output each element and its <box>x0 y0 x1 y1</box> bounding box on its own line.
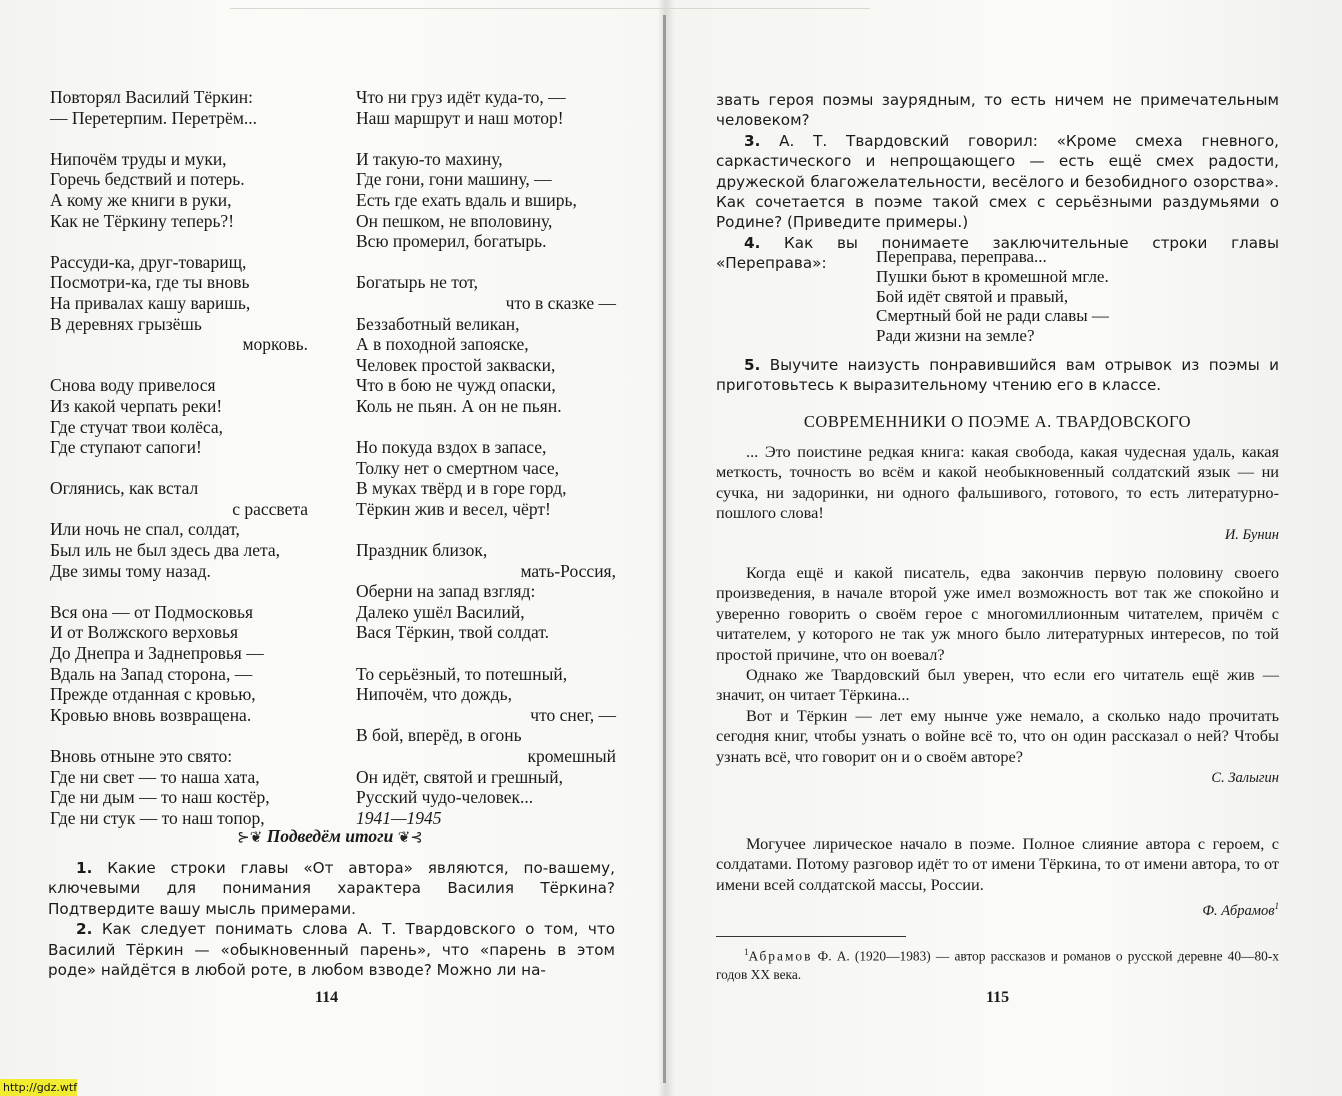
poem-line: Оглянись, как встал <box>50 478 199 499</box>
footnote-name: Абрамов <box>748 948 813 964</box>
poem-line: Праздник близок, <box>356 540 488 561</box>
poem-line: Был иль не был здесь два лета, <box>50 540 281 561</box>
poem-line: Всю промерил, богатырь. <box>356 231 547 252</box>
poem-column-2 <box>356 87 616 828</box>
heading-text: Подведём итоги <box>266 826 394 846</box>
poem-line: Он пешком, не вполовину, <box>356 210 553 231</box>
poem-stanza <box>50 149 308 231</box>
poem-line: Где гони, гони машину, — <box>356 169 552 190</box>
section-heading-summary <box>210 826 450 847</box>
poem-line: Где ни свет — то наша хата, <box>50 766 260 787</box>
poem-line: Нипочём, что дождь, <box>356 684 512 705</box>
poem-stanza <box>356 87 616 128</box>
poem-line: что снег, — <box>530 704 616 725</box>
ornament-left-icon: ⊱❦ <box>237 830 263 846</box>
zalygin-quote <box>716 563 1279 789</box>
poem-line: Беззаботный великан, <box>356 313 520 334</box>
poem-line: Но покуда вздох в запасе, <box>356 437 547 458</box>
bunin-text: ... Это поистине редкая книга: какая свобода, какая чудесная удаль, какая меткость, точность во всём и какой необыкновенный солдатский язык — ни сучка, ни задоринки, ни одного фальшивого, готового, то есть литературно-пошлого слова! <box>716 442 1279 523</box>
question-3 <box>716 131 1279 233</box>
poem-line: То серьёзный, то потешный, <box>356 663 568 684</box>
poem-line: Вновь отныне это свято: <box>50 746 233 766</box>
quote-line: Пушки бьют в кромешной мгле. <box>876 266 1109 286</box>
question-5 <box>716 355 1279 396</box>
poem-line: В деревнях грызёшь <box>50 313 202 334</box>
poem-line: В муках твёрд и в горе горд, <box>356 478 567 499</box>
question-number: 1. <box>76 859 93 877</box>
question-2 <box>48 919 615 980</box>
question-text: А. Т. Твардовский говорил: «Кроме смеха гневного, саркастического и непрощающего — есть ещё смех радости, дружеской благожелательности, весёлого и безобидного озорства». Как сочетается в поэме такой смех с серьёзными раздумьями о Родине? (Приведите примеры.) <box>716 131 1279 232</box>
poem-line: В бой, вперёд, в огонь <box>356 725 522 746</box>
question-number: 4. <box>744 233 761 252</box>
poem-line: На привалах кашу варишь, <box>50 292 251 313</box>
book-spine <box>663 15 666 1083</box>
footnote-ref: 1 <box>1274 901 1279 912</box>
poem-line: 1941—1945 <box>356 807 442 828</box>
poem-line: Что ни груз идёт куда-то, — <box>356 87 566 107</box>
question-number: 3. <box>744 131 761 150</box>
poem-line: А кому же книги в руки, <box>50 189 232 210</box>
poem-line: Горечь бедствий и потерь. <box>50 169 245 190</box>
abramov-author-name: Ф. Абрамов <box>1202 903 1275 920</box>
footnote-text <box>716 943 1279 984</box>
poem-line: Оберни на запад взгляд: <box>356 581 536 602</box>
poem-line: Где стучат твои колёса, <box>50 416 223 437</box>
poem-line: что в сказке — <box>505 292 616 313</box>
poem-line: Снова воду привелося <box>50 375 216 396</box>
poem-line: Тёркин жив и весел, чёрт! <box>356 498 551 519</box>
ornament-right-icon: ❦⊰ <box>397 830 423 846</box>
poem-line: Из какой черпать реки! <box>50 395 223 416</box>
footnote-body: Ф. А. (1920—1983) — автор рассказов и романов о русской деревне 40—80-х годов XX века. <box>716 948 1279 983</box>
question-1 <box>48 858 615 919</box>
zalygin-paragraph-2: Однако же Твардовский был уверен, что если его читатель ещё жив — значит, он читает Тёркина... <box>716 665 1279 705</box>
poem-line: Прежде отданная с кровью, <box>50 684 256 705</box>
footnote-mark: 1 <box>744 947 749 957</box>
abramov-quote <box>716 834 1279 922</box>
questions-left <box>48 858 615 980</box>
crossing-quote <box>876 247 1109 346</box>
poem-line: И такую-то махину, <box>356 148 503 169</box>
poem-stanza <box>50 375 308 457</box>
poem-line: Или ночь не спал, солдат, <box>50 519 240 540</box>
poem-line: Где ступают сапоги! <box>50 437 202 458</box>
poem-line: До Днепра и Заднепровья — <box>50 643 264 664</box>
poem-line: Где ни стук — то наш топор, <box>50 807 265 828</box>
quote-line: Бой идёт святой и правый, <box>876 286 1069 306</box>
poem-line: Наш маршрут и наш мотор! <box>356 107 564 128</box>
footnote <box>716 936 1279 984</box>
poem-line: морковь. <box>242 334 308 355</box>
poem-line: кромешный <box>527 746 616 766</box>
poem-line: Толку нет о смертном часе, <box>356 457 559 478</box>
abramov-text: Могучее лирическое начало в поэме. Полное слияние автора с героем, с солдатами. Потому разговор идёт то от имени Тёркина, то от имени автора, то от имени всей солдатской массы, России. <box>716 834 1279 894</box>
quote-line: Ради жизни на земле? <box>876 326 1035 346</box>
poem-stanza <box>356 437 616 519</box>
footnote-rule <box>716 936 906 937</box>
zalygin-author: С. Залыгин <box>1211 770 1279 787</box>
contemporaries-title: СОВРЕМЕННИКИ О ПОЭМЕ А. ТВАРДОВСКОГО <box>803 412 1192 431</box>
top-edge-line <box>230 8 870 9</box>
question-2-continued: звать героя поэмы заурядным, то есть ничем не примечательным человеком? <box>716 91 1279 130</box>
bunin-quote <box>716 442 1279 546</box>
poem-stanza <box>50 602 308 726</box>
zalygin-paragraph-1: Когда ещё и какой писатель, едва закончив первую половину своего произведения, в начале второй уже имел возможность вот так же спокойно и уверенно говорить о своём герое с многомиллионным читателем, причём с читателем, у которого не так уж много было литературных интересов, по той простой причине, что он воевал? <box>716 563 1279 664</box>
poem-stanza <box>356 149 616 252</box>
poem-line: с рассвета <box>232 498 308 519</box>
page-number-left: 114 <box>315 989 339 1006</box>
poem-stanza <box>356 272 616 416</box>
poem-line: И от Волжского верховья <box>50 622 239 643</box>
poem-line: Вся она — от Подмосковья <box>50 601 254 622</box>
question-text: Какие строки главы «От автора» являются, по-вашему, ключевыми для понимания характера Василия Тёркина? Подтвердите вашу мысль примерами. <box>48 859 615 918</box>
poem-stanza <box>50 252 308 355</box>
poem-stanza <box>50 746 308 828</box>
poem-line: — Перетерпим. Перетрём... <box>50 107 258 128</box>
zalygin-paragraph-3: Вот и Тёркин — лет ему нынче уже немало, а сколько надо прочитать сегодня книг, чтобы узнать о войне всё то, что он один рассказал о ней? Чтобы узнать всё, что говорит он и о своём авторе? <box>716 705 1279 766</box>
question-number: 5. <box>744 356 761 374</box>
poem-line: Повторял Василий Тёркин: <box>50 87 254 107</box>
question-number: 2. <box>76 920 93 939</box>
question-text: Выучите наизусть понравившийся вам отрывок из поэмы и приготовьтесь к выразительному чтению его в классе. <box>716 356 1280 395</box>
poem-line: Кровью вновь возвращена. <box>50 704 252 725</box>
poem-line: Далеко ушёл Василий, <box>356 601 525 622</box>
poem-line: Что в бою не чужд опаски, <box>356 375 556 396</box>
poem-stanza <box>50 87 308 128</box>
quote-line: Переправа, переправа... <box>876 247 1047 266</box>
abramov-author <box>716 895 1279 922</box>
poem-stanza <box>50 478 308 581</box>
poem-line: Две зимы тому назад. <box>50 560 211 581</box>
poem-line: Вася Тёркин, твой солдат. <box>356 622 550 643</box>
poem-line: мать-Россия, <box>520 560 616 581</box>
poem-stanza <box>356 540 616 643</box>
poem-line: Как не Тёркину теперь?! <box>50 210 235 231</box>
question-5-block <box>716 355 1279 396</box>
page-number-right: 115 <box>986 989 1010 1006</box>
watermark-link[interactable]: http://gdz.wtf <box>0 1079 77 1096</box>
poem-line: Коль не пьян. А он не пьян. <box>356 395 562 416</box>
poem-line: Вдаль на Запад сторона, — <box>50 663 253 684</box>
question-text: Как вы понимаете заключительные строки главы «Переправа»: <box>716 233 1279 273</box>
quote-line: Смертный бой не ради славы — <box>876 306 1109 326</box>
poem-line: Богатырь не тот, <box>356 272 478 293</box>
question-text: Как следует понимать слова А. Т. Твардовского о том, что Василий Тёркин — «обыкновенный парень», что «парень в этом роде» найдётся в любой роте, в любом взводе? Можно ли на- <box>48 920 616 980</box>
poem-stanza <box>356 664 616 829</box>
bunin-author: И. Бунин <box>1224 526 1279 543</box>
poem-column-1 <box>50 87 308 828</box>
poem-line: Он идёт, святой и грешный, <box>356 766 564 787</box>
poem-line: Посмотри-ка, где ты вновь <box>50 272 250 293</box>
poem-line: Человек простой закваски, <box>356 354 556 375</box>
poem-line: Русский чудо-человек... <box>356 787 534 808</box>
poem-line: Нипочём труды и муки, <box>50 148 227 169</box>
poem-line: Есть где ехать вдаль и вширь, <box>356 189 577 210</box>
poem-line: А в походной запояске, <box>356 334 529 355</box>
poem-line: Рассуди-ка, друг-товарищ, <box>50 251 247 272</box>
poem-line: Где ни дым — то наш костёр, <box>50 787 270 808</box>
